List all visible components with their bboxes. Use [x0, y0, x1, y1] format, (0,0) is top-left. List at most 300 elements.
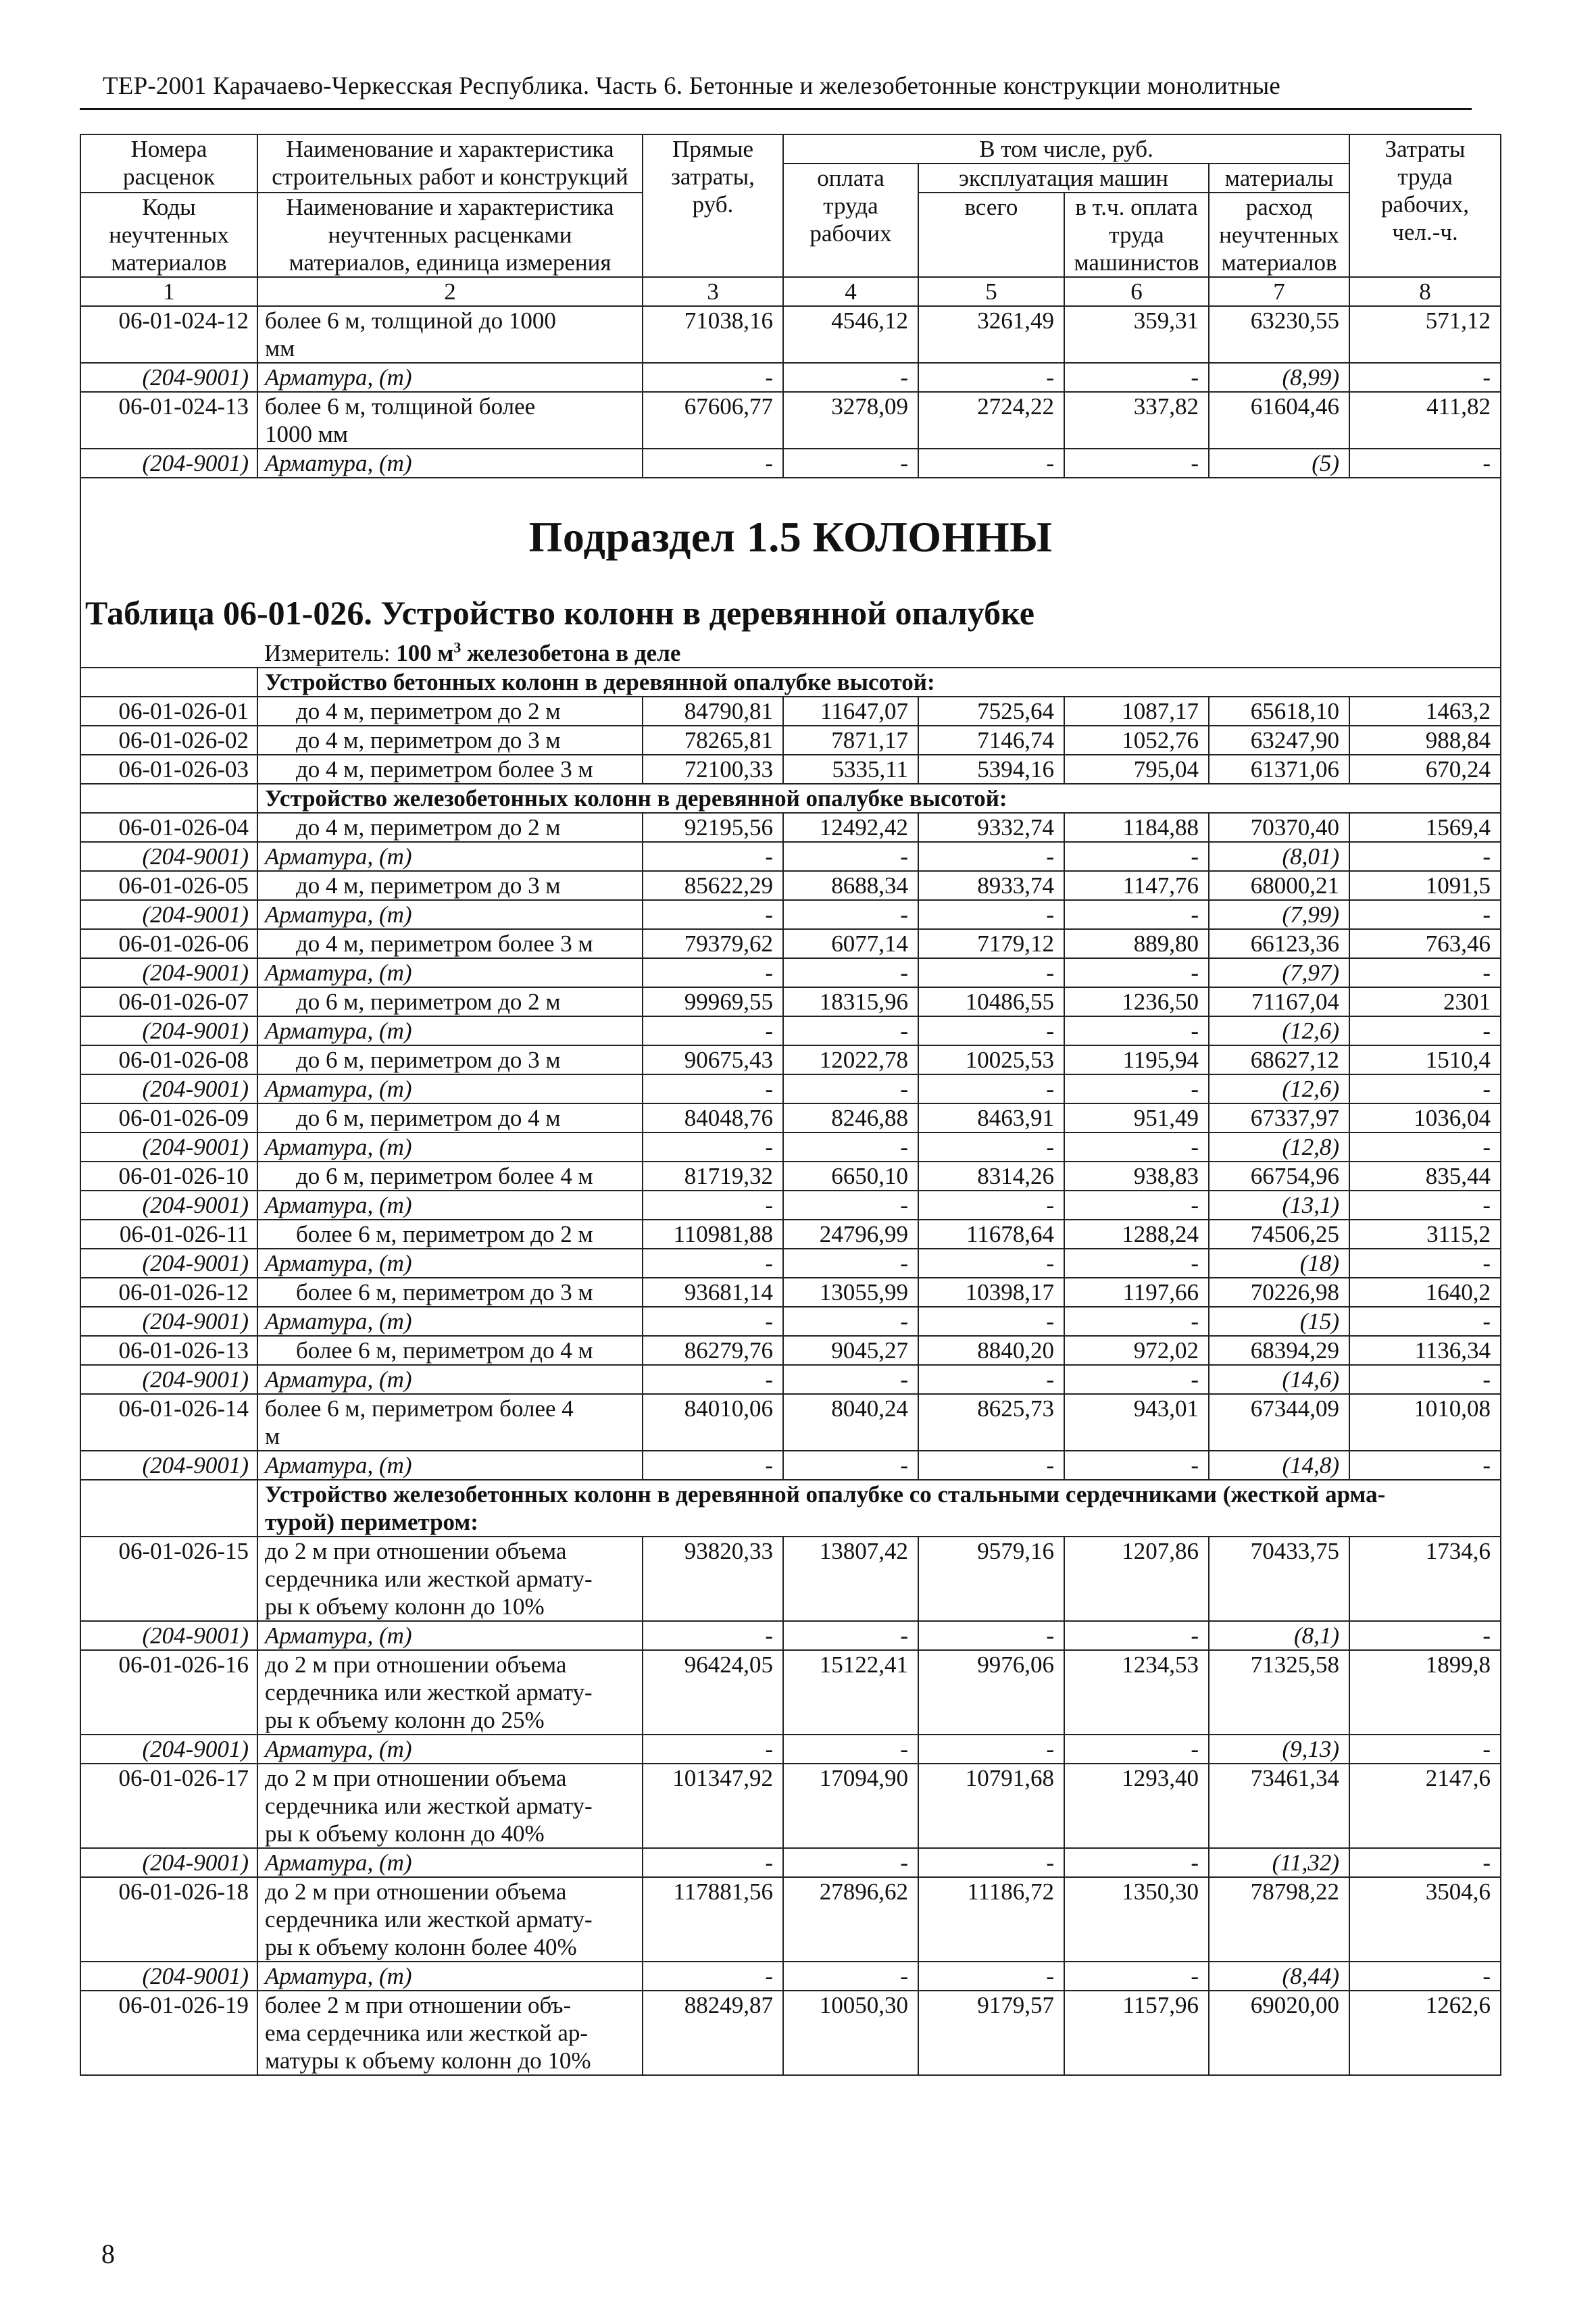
materials-cost: 66123,36	[1209, 929, 1349, 958]
rate-code: 06-01-026-03	[80, 755, 257, 784]
dash-cell: -	[643, 1848, 783, 1877]
dash-cell: -	[783, 958, 918, 987]
dash-cell: -	[643, 1365, 783, 1394]
rate-name: более 2 м при отношении объ- ема сердечника или жесткой ар- матуры к объему колонн до 10%	[257, 1991, 643, 2075]
dash-cell: -	[1349, 1848, 1501, 1877]
material-code: (204-9001)	[80, 1191, 257, 1220]
direct-cost: 93681,14	[643, 1278, 783, 1307]
group2-body	[80, 813, 1501, 1394]
dash-cell: -	[643, 1132, 783, 1162]
labor-pay: 5335,11	[783, 755, 918, 784]
dash-cell: -	[1349, 1962, 1501, 1991]
material-row	[80, 1249, 1501, 1278]
labor-pay: 9045,27	[783, 1336, 918, 1365]
group-title: Устройство железобетонных колонн в деревянной опалубке высотой:	[257, 784, 1501, 813]
material-row	[80, 1132, 1501, 1162]
col-number: 8	[1349, 277, 1501, 306]
labor-hours: 1899,8	[1349, 1650, 1501, 1735]
labor-hours: 3115,2	[1349, 1220, 1501, 1249]
material-name: Арматура, (т)	[257, 1735, 643, 1764]
material-code: (204-9001)	[80, 1016, 257, 1045]
material-code: (204-9001)	[80, 1074, 257, 1103]
rate-name: более 6 м, периметром более 4 м	[257, 1394, 643, 1451]
machines-labor: 1195,94	[1064, 1045, 1209, 1074]
table-row	[80, 1220, 1501, 1249]
machines-labor: 1197,66	[1064, 1278, 1209, 1307]
dash-cell: -	[918, 1307, 1064, 1336]
materials-cost: 70226,98	[1209, 1278, 1349, 1307]
labor-hours: 1091,5	[1349, 871, 1501, 900]
rate-code: 06-01-026-04	[80, 813, 257, 842]
dash-cell: -	[643, 1621, 783, 1650]
col-number: 2	[257, 277, 643, 306]
direct-cost: 92195,56	[643, 813, 783, 842]
table-row	[80, 987, 1501, 1016]
material-code: (204-9001)	[80, 449, 257, 478]
dash-cell: -	[918, 1962, 1064, 1991]
dash-cell: -	[1064, 842, 1209, 871]
table-row	[80, 1764, 1501, 1848]
dash-cell: -	[1064, 1621, 1209, 1650]
dash-cell: -	[918, 1249, 1064, 1278]
direct-cost: 79379,62	[643, 929, 783, 958]
labor-hours: 1136,34	[1349, 1336, 1501, 1365]
col-number: 6	[1064, 277, 1209, 306]
dash-cell: -	[1064, 1191, 1209, 1220]
machines-total: 9179,57	[918, 1991, 1064, 2075]
material-row: (204-9001) Арматура, (т) - - - - (5) -	[80, 449, 1501, 478]
material-name: Арматура, (т)	[257, 1307, 643, 1336]
machines-total: 11186,72	[918, 1877, 1064, 1962]
machines-labor: 972,02	[1064, 1336, 1209, 1365]
machines-total: 10025,53	[918, 1045, 1064, 1074]
dash-cell: -	[1349, 1249, 1501, 1278]
dash-cell: -	[1064, 958, 1209, 987]
material-name: Арматура, (т)	[257, 1848, 643, 1877]
dash-cell: -	[918, 1621, 1064, 1650]
labor-pay: 18315,96	[783, 987, 918, 1016]
column-numbers	[80, 277, 1501, 306]
header-machines-incl: в т.ч. оплата труда машинистов	[1064, 193, 1209, 277]
material-name: Арматура, (т)	[257, 1365, 643, 1394]
dash-cell: -	[1064, 900, 1209, 929]
rate-code: 06-01-026-08	[80, 1045, 257, 1074]
material-code: (204-9001)	[80, 1365, 257, 1394]
material-row	[80, 1016, 1501, 1045]
rate-name: до 4 м, периметром до 3 м	[257, 871, 643, 900]
labor-hours: 763,46	[1349, 929, 1501, 958]
rate-code: 06-01-026-05	[80, 871, 257, 900]
machines-total: 5394,16	[918, 755, 1064, 784]
materials-cost: 70433,75	[1209, 1537, 1349, 1621]
material-row	[80, 900, 1501, 929]
machines-total: 9976,06	[918, 1650, 1064, 1735]
material-name: Арматура, (т)	[257, 1962, 643, 1991]
material-amount: (13,1)	[1209, 1191, 1349, 1220]
machines-labor: 943,01	[1064, 1394, 1209, 1451]
table-row	[80, 392, 1501, 449]
table-row	[80, 1650, 1501, 1735]
materials-cost: 66754,96	[1209, 1162, 1349, 1191]
machines-total: 10791,68	[918, 1764, 1064, 1848]
measure-row	[80, 639, 1501, 668]
group-heading	[80, 784, 1501, 813]
table-row	[80, 1103, 1501, 1132]
price-table	[80, 134, 1501, 2076]
dash-cell: -	[918, 1735, 1064, 1764]
table-row	[80, 1877, 1501, 1962]
dash-cell: -	[643, 1249, 783, 1278]
material-name: Арматура, (т)	[257, 1074, 643, 1103]
rate-name: более 6 м, периметром до 4 м	[257, 1336, 643, 1365]
labor-hours: 1569,4	[1349, 813, 1501, 842]
dash-cell: -	[783, 900, 918, 929]
machines-total: 2724,22	[918, 392, 1064, 449]
machines-total: 3261,49	[918, 306, 1064, 363]
section-title: Подраздел 1.5 КОЛОННЫ	[528, 513, 1053, 561]
table-row	[80, 1336, 1501, 1365]
dash-cell: -	[783, 1307, 918, 1336]
rate-code: 06-01-024-13	[80, 392, 257, 449]
labor-pay: 6650,10	[783, 1162, 918, 1191]
header-labor-cost: Затраты труда рабочих, чел.-ч.	[1349, 134, 1501, 277]
dash-cell: -	[643, 1307, 783, 1336]
material-code: (204-9001)	[80, 1132, 257, 1162]
rate-name: до 6 м, периметром более 4 м	[257, 1162, 643, 1191]
labor-hours: 411,82	[1349, 392, 1501, 449]
material-amount: (8,01)	[1209, 842, 1349, 871]
table-row	[80, 1162, 1501, 1191]
material-amount: (7,97)	[1209, 958, 1349, 987]
rate-name: до 2 м при отношении объема сердечника или жесткой армату- ры к объему колонн до 40%	[257, 1764, 643, 1848]
machines-labor: 938,83	[1064, 1162, 1209, 1191]
machines-labor: 1288,24	[1064, 1220, 1209, 1249]
dash-cell: -	[1349, 842, 1501, 871]
dash-cell: -	[918, 842, 1064, 871]
rate-name: более 6 м, толщиной до 1000 мм	[257, 306, 643, 363]
direct-cost: 117881,56	[643, 1877, 783, 1962]
labor-pay: 27896,62	[783, 1877, 918, 1962]
materials-cost: 71167,04	[1209, 987, 1349, 1016]
dash-cell: -	[643, 1016, 783, 1045]
header-code-top: Номера расценок	[80, 134, 257, 193]
material-amount: (14,8)	[1209, 1451, 1349, 1480]
labor-hours: 3504,6	[1349, 1877, 1501, 1962]
materials-cost: 71325,58	[1209, 1650, 1349, 1735]
labor-pay: 8246,88	[783, 1103, 918, 1132]
labor-hours: 1010,08	[1349, 1394, 1501, 1451]
material-row	[80, 1191, 1501, 1220]
machines-total: 8625,73	[918, 1394, 1064, 1451]
machines-total: 8463,91	[918, 1103, 1064, 1132]
material-name: Арматура, (т)	[257, 1016, 643, 1045]
machines-total: 10486,55	[918, 987, 1064, 1016]
material-name: Арматура, (т)	[257, 449, 643, 478]
dash-cell: -	[643, 842, 783, 871]
group3-body	[80, 1537, 1501, 1991]
materials-cost: 68627,12	[1209, 1045, 1349, 1074]
labor-hours: 2301	[1349, 987, 1501, 1016]
measure: Измеритель: 100 $м^3$ железобетона в деле	[257, 639, 1501, 668]
material-amount: (18)	[1209, 1249, 1349, 1278]
labor-hours: 1036,04	[1349, 1103, 1501, 1132]
header-rule	[80, 108, 1472, 110]
material-row: (204-9001) Арматура, (т) - - - - (8,99) -	[80, 363, 1501, 392]
dash-cell: -	[1349, 1074, 1501, 1103]
material-amount: (8,1)	[1209, 1621, 1349, 1650]
material-code: (204-9001)	[80, 1848, 257, 1877]
materials-cost: 65618,10	[1209, 697, 1349, 726]
machines-labor: 1236,50	[1064, 987, 1209, 1016]
labor-pay: 15122,41	[783, 1650, 918, 1735]
direct-cost: 90675,43	[643, 1045, 783, 1074]
labor-hours: 571,12	[1349, 306, 1501, 363]
labor-pay: 8688,34	[783, 871, 918, 900]
labor-pay: 6077,14	[783, 929, 918, 958]
dash-cell: -	[1064, 1016, 1209, 1045]
direct-cost: 81719,32	[643, 1162, 783, 1191]
dash-cell: -	[643, 1191, 783, 1220]
rate-name: до 2 м при отношении объема сердечника или жесткой армату- ры к объему колонн до 10%	[257, 1537, 643, 1621]
machines-total: 11678,64	[918, 1220, 1064, 1249]
labor-hours: 988,84	[1349, 726, 1501, 755]
col-number: 1	[80, 277, 257, 306]
materials-cost: 61604,46	[1209, 392, 1349, 449]
rate-code: 06-01-026-06	[80, 929, 257, 958]
direct-cost: 93820,33	[643, 1537, 783, 1621]
direct-cost: 84010,06	[643, 1394, 783, 1451]
dash-cell: -	[783, 1074, 918, 1103]
direct-cost: 101347,92	[643, 1764, 783, 1848]
dash-cell: -	[783, 842, 918, 871]
col-number: 7	[1209, 277, 1349, 306]
machines-labor: 359,31	[1064, 306, 1209, 363]
direct-cost: 99969,55	[643, 987, 783, 1016]
rate-code: 06-01-026-07	[80, 987, 257, 1016]
group-heading	[80, 668, 1501, 697]
machines-total: 7525,64	[918, 697, 1064, 726]
dash-cell: -	[643, 1735, 783, 1764]
col-number: 5	[918, 277, 1064, 306]
header-labor: оплата труда рабочих	[783, 164, 918, 277]
materials-cost: 63247,90	[1209, 726, 1349, 755]
header-materials-sub: расход неучтенных материалов	[1209, 193, 1349, 277]
labor-pay: 4546,12	[783, 306, 918, 363]
material-row	[80, 842, 1501, 871]
material-name: Арматура, (т)	[257, 842, 643, 871]
material-amount: (5)	[1209, 449, 1349, 478]
labor-pay: 10050,30	[783, 1991, 918, 2075]
dash-cell: -	[783, 1249, 918, 1278]
material-amount: (14,6)	[1209, 1365, 1349, 1394]
dash-cell: -	[643, 958, 783, 987]
header-name-top: Наименование и характеристика строительных работ и конструкций	[257, 134, 643, 193]
materials-cost: 68000,21	[1209, 871, 1349, 900]
dash-cell: -	[643, 1962, 783, 1991]
dash-cell: -	[918, 1848, 1064, 1877]
labor-hours: 1463,2	[1349, 697, 1501, 726]
labor-pay: 12022,78	[783, 1045, 918, 1074]
labor-pay: 8040,24	[783, 1394, 918, 1451]
col-number: 3	[643, 277, 783, 306]
dash-cell: -	[1349, 1191, 1501, 1220]
group-title: Устройство бетонных колонн в деревянной опалубке высотой:	[257, 668, 1501, 697]
material-amount: (12,6)	[1209, 1016, 1349, 1045]
machines-total: 7146,74	[918, 726, 1064, 755]
labor-pay: 12492,42	[783, 813, 918, 842]
material-amount: (7,99)	[1209, 900, 1349, 929]
rate-code: 06-01-026-14	[80, 1394, 257, 1451]
dash-cell: -	[783, 1016, 918, 1045]
table-row	[80, 1991, 1501, 2075]
labor-pay: 3278,09	[783, 392, 918, 449]
labor-pay: 24796,99	[783, 1220, 918, 1249]
rate-name: до 4 м, периметром до 3 м	[257, 726, 643, 755]
table-row	[80, 1537, 1501, 1621]
material-amount: (11,32)	[1209, 1848, 1349, 1877]
dash-cell: -	[1349, 1307, 1501, 1336]
rate-code: 06-01-026-10	[80, 1162, 257, 1191]
labor-hours: 1262,6	[1349, 1991, 1501, 2075]
dash-cell: -	[918, 1365, 1064, 1394]
dash-cell: -	[1064, 1074, 1209, 1103]
rate-code: 06-01-026-18	[80, 1877, 257, 1962]
rate-name: до 4 м, периметром до 2 м	[257, 813, 643, 842]
dash-cell: -	[918, 1074, 1064, 1103]
machines-labor: 337,82	[1064, 392, 1209, 449]
table-row	[80, 1045, 1501, 1074]
group-heading	[80, 1480, 1501, 1537]
dash-cell: -	[1064, 1132, 1209, 1162]
material-name: Арматура, (т)	[257, 1132, 643, 1162]
dash-cell: -	[1064, 1249, 1209, 1278]
table-row	[80, 929, 1501, 958]
labor-pay: 17094,90	[783, 1764, 918, 1848]
materials-cost: 69020,00	[1209, 1991, 1349, 2075]
dash-cell: -	[783, 1191, 918, 1220]
table-row	[80, 871, 1501, 900]
dash-cell: -	[1349, 1132, 1501, 1162]
rate-name: более 6 м, периметром до 2 м	[257, 1220, 643, 1249]
labor-hours: 670,24	[1349, 755, 1501, 784]
header-direct: Прямые затраты, руб.	[643, 134, 783, 277]
direct-cost: 96424,05	[643, 1650, 783, 1735]
dash-cell: -	[783, 1365, 918, 1394]
material-name: Арматура, (т)	[257, 363, 643, 392]
material-row	[80, 1307, 1501, 1336]
rate-name: до 4 м, периметром до 2 м	[257, 697, 643, 726]
rate-name: до 4 м, периметром более 3 м	[257, 755, 643, 784]
rate-name: до 2 м при отношении объема сердечника или жесткой армату- ры к объему колонн до 25%	[257, 1650, 643, 1735]
dash-cell: -	[1349, 1735, 1501, 1764]
machines-labor: 795,04	[1064, 755, 1209, 784]
labor-pay: 13807,42	[783, 1537, 918, 1621]
material-row	[80, 1962, 1501, 1991]
group-title: Устройство железобетонных колонн в деревянной опалубке со стальными сердечниками (жесткой арма- турой) периметром:	[257, 1480, 1501, 1537]
labor-pay: 11647,07	[783, 697, 918, 726]
direct-cost: 72100,33	[643, 755, 783, 784]
table-row	[80, 697, 1501, 726]
material-amount: (12,8)	[1209, 1132, 1349, 1162]
rate-code: 06-01-024-12	[80, 306, 257, 363]
machines-labor: 1293,40	[1064, 1764, 1209, 1848]
header-mat-name: Наименование и характеристика неучтенных расценками материалов, единица измерения	[257, 193, 643, 277]
machines-total: 9332,74	[918, 813, 1064, 842]
rate-code: 06-01-026-13	[80, 1336, 257, 1365]
machines-labor: 1157,96	[1064, 1991, 1209, 2075]
material-amount: (9,13)	[1209, 1735, 1349, 1764]
material-code: (204-9001)	[80, 1962, 257, 1991]
rate-code: 06-01-026-17	[80, 1764, 257, 1848]
table-row	[80, 1394, 1501, 1451]
dash-cell: -	[783, 1962, 918, 1991]
direct-cost: 84790,81	[643, 697, 783, 726]
material-code: (204-9001)	[80, 1307, 257, 1336]
material-name: Арматура, (т)	[257, 1191, 643, 1220]
group1-body	[80, 697, 1501, 784]
rate-name: более 6 м, периметром до 3 м	[257, 1278, 643, 1307]
machines-total: 10398,17	[918, 1278, 1064, 1307]
machines-labor: 951,49	[1064, 1103, 1209, 1132]
rate-code: 06-01-026-16	[80, 1650, 257, 1735]
materials-cost: 78798,22	[1209, 1877, 1349, 1962]
section-heading-row	[80, 478, 1501, 639]
table-row	[80, 813, 1501, 842]
material-row	[80, 1074, 1501, 1103]
header-row-1	[80, 134, 1501, 164]
machines-labor: 1350,30	[1064, 1877, 1209, 1962]
header-machines-total: всего	[918, 193, 1064, 277]
running-title: ТЕР-2001 Карачаево-Черкесская Республика. Часть 6. Бетонные и железобетонные конструкции монолитные	[103, 72, 1281, 100]
dash-cell: -	[783, 1621, 918, 1650]
table-row	[80, 755, 1501, 784]
direct-cost: 88249,87	[643, 1991, 783, 2075]
rate-name: до 4 м, периметром более 3 м	[257, 929, 643, 958]
dash-cell: -	[1064, 1365, 1209, 1394]
rate-code: 06-01-026-11	[80, 1220, 257, 1249]
machines-total: 7179,12	[918, 929, 1064, 958]
dash-cell: -	[918, 1191, 1064, 1220]
material-row	[80, 1621, 1501, 1650]
labor-hours: 1510,4	[1349, 1045, 1501, 1074]
direct-cost: 84048,76	[643, 1103, 783, 1132]
machines-total: 8933,74	[918, 871, 1064, 900]
material-code: (204-9001)	[80, 363, 257, 392]
dash-cell: -	[918, 900, 1064, 929]
direct-cost: 67606,77	[643, 392, 783, 449]
direct-cost: 78265,81	[643, 726, 783, 755]
material-name: Арматура, (т)	[257, 900, 643, 929]
table-row	[80, 1278, 1501, 1307]
material-row	[80, 1735, 1501, 1764]
material-code: (204-9001)	[80, 1451, 257, 1480]
material-code: (204-9001)	[80, 842, 257, 871]
dash-cell: -	[643, 900, 783, 929]
header-mat-code: Коды неучтенных материалов	[80, 193, 257, 277]
page-number: 8	[101, 2239, 115, 2269]
dash-cell: -	[1064, 1735, 1209, 1764]
machines-labor: 1234,53	[1064, 1650, 1209, 1735]
dash-cell: -	[783, 1735, 918, 1764]
dash-cell: -	[643, 1074, 783, 1103]
machines-total: 8840,20	[918, 1336, 1064, 1365]
dash-cell: -	[1064, 1848, 1209, 1877]
material-code: (204-9001)	[80, 1249, 257, 1278]
labor-hours: 835,44	[1349, 1162, 1501, 1191]
dash-cell: -	[1064, 1307, 1209, 1336]
col-number: 4	[783, 277, 918, 306]
material-name: Арматура, (т)	[257, 1621, 643, 1650]
